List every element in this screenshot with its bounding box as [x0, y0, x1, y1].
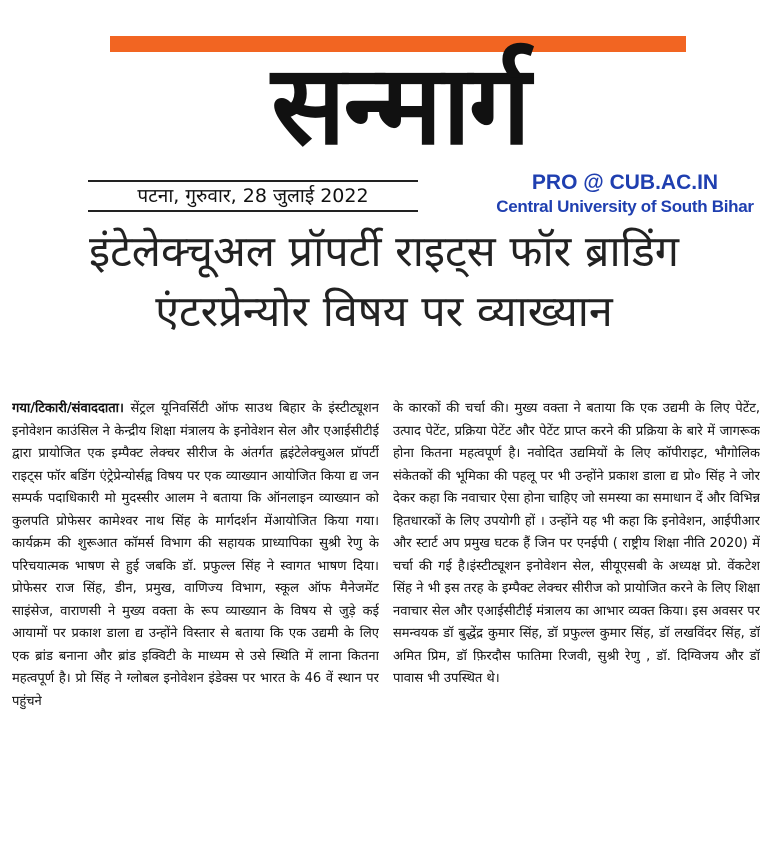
article-body [12, 398, 760, 838]
pro-email: PRO @ CUB.AC.IN [531, 171, 719, 194]
article-column-1 [12, 398, 379, 838]
byline: गया/टिकारी/संवाददाता। [12, 401, 124, 416]
article-headline [20, 222, 748, 342]
newspaper-masthead: सन्मार्ग [271, 41, 529, 169]
headline-line-1: इंटेलेक्चूअल प्रॉपर्टी राइट्स फॉर ब्राडिंग [89, 227, 679, 277]
article-column-2 [393, 398, 760, 838]
pro-stamp [490, 170, 760, 218]
column-2-text: के कारकों की चर्चा की। मुख्य वक्ता ने बताया कि एक उद्यमी के लिए पेटेंट, उत्पाद पेटेंट, प्रक्रिया पेटेंट और पेटेंट प्राप्त करने की प्रक्रिया के बारे में जागरूक होना कितना महत्वपूर्ण है। नवोदित उद्यमियों के लिए कॉपीराइट, भौगोलिक संकेतकों की भूमिका की पहलू पर भी उन्होंने प्रकाश डाला द्य प्रो० सिंह ने जोर देकर कहा कि नवाचार ऐसा होना चाहिए जो समस्या का समाधान दें और विभिन्न हितधारकों के लिए उपयोगी हों । उन्होंने यह भी कहा कि इनोवेशन, आईपीआर और स्टार्ट अप प्रमुख घटक हैं जिन पर एनईपी ( राष्ट्रीय शिक्षा नीति 2020) में चर्चा की गई है।इंस्टीट्यूशन इनोवेशन सेल, सीयूएसबी के अध्यक्ष प्रो. वेंकटेश सिंह ने भी इस तरह के इम्पैक्ट लेक्चर सीरीज को प्रायोजित करने के लिए शिक्षा नवाचार सेल और एआईसीटीई मंत्रालय का आभार व्यक्त किया। इस अवसर पर समन्वयक डॉ बुद्धेंद्र कुमार सिंह, डॉ प्रफुल्ल कुमार सिंह, डॉ लखविंदर सिंह, डॉ अमित प्रिम, डॉ फ़िरदौस फातिमा रिजवी, सुश्री रेणु , डॉ. दिग्विजय और डॉ पावास भी उपस्थित थे। [393, 401, 760, 686]
university-name: Central University of South Bihar [496, 197, 754, 216]
column-1-text: सेंट्रल यूनिवर्सिटी ऑफ साउथ बिहार के इंस्टीट्यूशन इनोवेशन काउंसिल ने केन्द्रीय शिक्षा मंत्रालय के इनोवेशन सेल और एआईसीटीई द्वारा प्रायोजित एक इम्पैक्ट लेक्चर सीरीज के अंतर्गत ह्लइंटेलेक्चुअल प्रॉपर्टी राइट्स फॉर बडिंग एंट्रेप्रेन्योर्सह्व विषय पर एक व्याख्यान आयोजित किया द्य जन सम्पर्क पदाधिकारी मो मुदस्सीर आलम ने बताया कि ऑनलाइन व्याख्यान को कुलपति प्रोफेसर कामेश्वर नाथ सिंह के मार्गदर्शन मेंआयोजित किया गया।कार्यक्रम की शुरूआत कॉमर्स विभाग की सहायक प्राध्यापिका सुश्री रेणु के परिचयात्मक भाषण से हुई जबकि डॉ. प्रफुल्ल सिंह ने स्वागत भाषण दिया। प्रोफेसर राज सिंह, डीन, प्रमुख, वाणिज्य विभाग, स्कूल ऑफ मैनेजमेंट साइंसेज, वाराणसी ने मुख्य वक्ता के रूप व्याख्यान के विषय से जुड़े कई आयामों पर प्रकाश डाला द्य उन्होंने विस्तार से बताया कि एक उद्यमी के लिए एक ब्रांड बनाना और ब्रांड इक्विटी के माध्यम से उसे स्थिति में लाना कितना महत्वपूर्ण है। प्रो सिंह ने ग्लोबल इनोवेशन इंडेक्स पर भारत के 46 वें स्थान पर पहुंचने [12, 401, 379, 709]
headline-line-2: एंटरप्रेन्योर विषय पर व्याख्यान [155, 287, 613, 337]
dateline: पटना, गुरुवार, 28 जुलाई 2022 [88, 180, 418, 212]
